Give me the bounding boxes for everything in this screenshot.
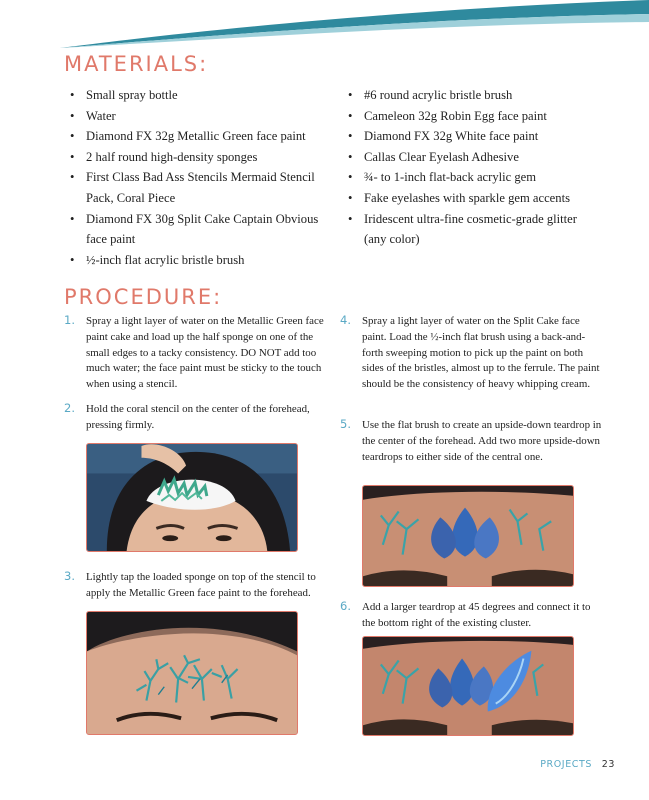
materials-list-left	[64, 85, 342, 270]
photo-coral-paint-applied	[86, 611, 298, 735]
procedure-step-1	[64, 314, 326, 393]
page-footer	[540, 759, 615, 770]
photo-stencil-on-forehead	[86, 443, 298, 552]
procedure-step-4	[340, 314, 602, 393]
procedure-step-6	[340, 600, 602, 632]
step-number: 4.	[340, 313, 351, 327]
step-text: Add a larger teardrop at 45 degrees and connect it to the bottom right of the existing cluster.	[362, 601, 591, 629]
photo-large-teardrop-added	[362, 636, 574, 736]
procedure-heading: PROCEDURE:	[64, 285, 223, 309]
material-item: • Diamond FX 32g White face paint	[342, 126, 602, 147]
step-text: Lightly tap the loaded sponge on top of the stencil to apply the Metallic Green face paint to the forehead.	[86, 571, 316, 599]
step-text: Spray a light layer of water on the Split Cake face paint. Load the ½-inch flat brush using a back-and-forth sweeping motion to pick up the paint on both sides of the bristles, almost up to the ferrule. The paint should be the consistency of heavy whipping cream.	[362, 315, 600, 391]
step-number: 5.	[340, 417, 351, 431]
step-text: Spray a light layer of water on the Metallic Green face paint cake and load up the half sponge on one of the small edges to a tacky consistency. DO NOT add too much water; the face paint must be sticky to the touch when using a stencil.	[86, 315, 324, 391]
photo-teardrops-painted	[362, 485, 574, 587]
footer-section-label: PROJECTS	[540, 759, 593, 770]
material-item: • ½-inch flat acrylic bristle brush	[64, 250, 342, 271]
material-item: • Diamond FX 32g Metallic Green face paint	[64, 126, 342, 147]
material-item: • Water	[64, 106, 342, 127]
material-item: • ¾- to 1-inch flat-back acrylic gem	[342, 167, 602, 188]
step-text: Use the flat brush to create an upside-down teardrop in the center of the forehead. Add two more upside-down teardrops to either side of the central one.	[362, 419, 602, 463]
material-item: • Iridescent ultra-fine cosmetic-grade glitter (any color)	[342, 209, 602, 250]
material-item: • Cameleon 32g Robin Egg face paint	[342, 106, 602, 127]
materials-heading: MATERIALS:	[64, 52, 209, 76]
step-number: 3.	[64, 569, 75, 583]
step-text: Hold the coral stencil on the center of the forehead, pressing firmly.	[86, 403, 310, 431]
material-item: • Small spray bottle	[64, 85, 342, 106]
material-item: • 2 half round high-density sponges	[64, 147, 342, 168]
materials-list-right	[342, 85, 602, 250]
step-number: 2.	[64, 401, 75, 415]
step-number: 6.	[340, 599, 351, 613]
header-wave-decoration	[0, 0, 649, 60]
procedure-step-5	[340, 418, 602, 465]
material-item: • First Class Bad Ass Stencils Mermaid Stencil Pack, Coral Piece	[64, 167, 342, 208]
page-number: 23	[601, 759, 615, 770]
material-item: • Fake eyelashes with sparkle gem accents	[342, 188, 602, 209]
procedure-step-2	[64, 402, 326, 434]
step-number: 1.	[64, 313, 75, 327]
material-item: • #6 round acrylic bristle brush	[342, 85, 602, 106]
procedure-step-3	[64, 570, 326, 602]
material-item: • Diamond FX 30g Split Cake Captain Obvious face paint	[64, 209, 342, 250]
material-item: • Callas Clear Eyelash Adhesive	[342, 147, 602, 168]
